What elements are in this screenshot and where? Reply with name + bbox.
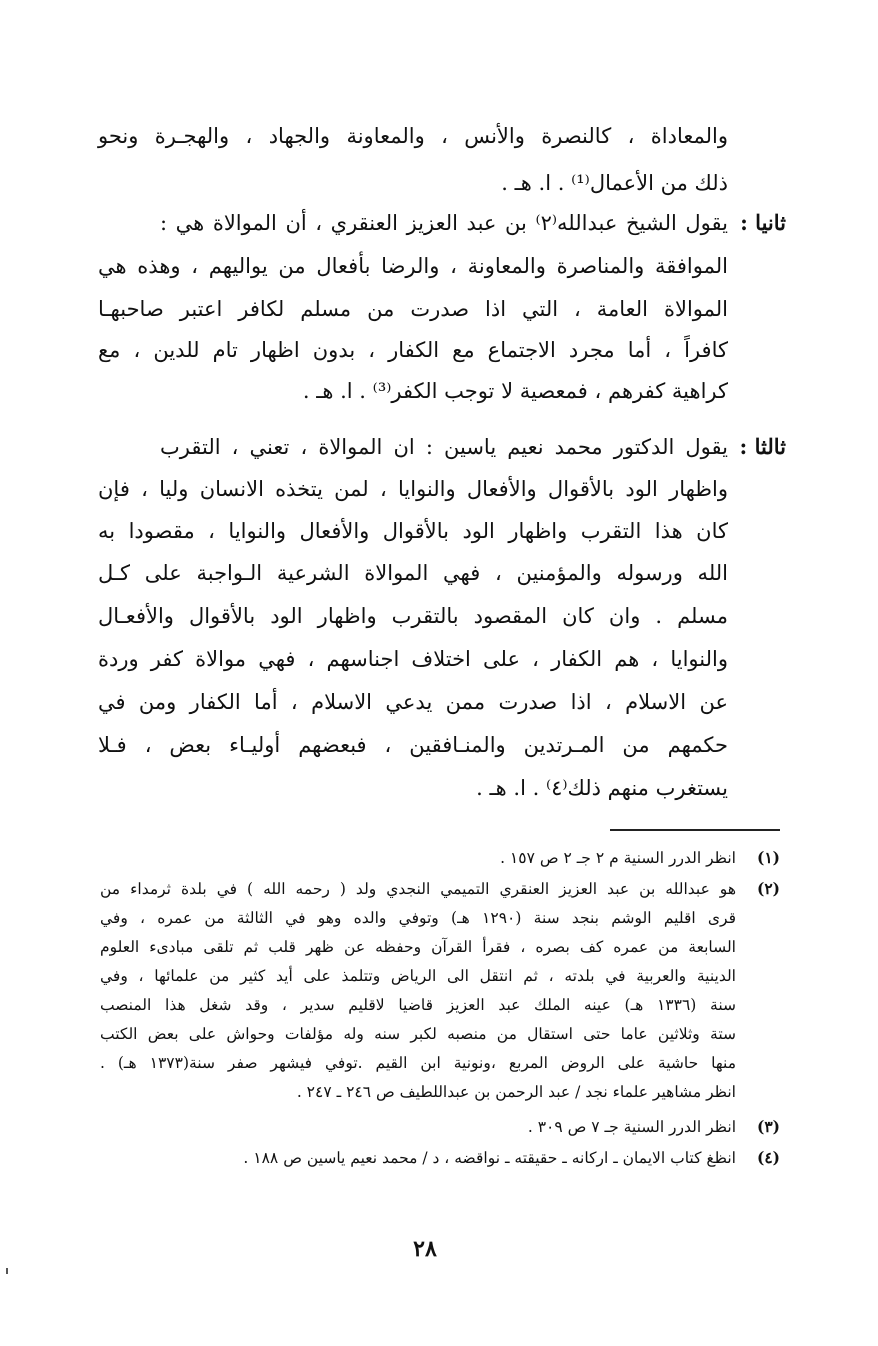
text-line: والنوايا ، هم الكفار ، على اختلاف اجناسهم ، فهي موالاة كفر وردة <box>98 647 728 671</box>
text-line: واظهار الود بالأقوال والأفعال والنوايا ، لمن يتخذه الانسان وليا ، فإن <box>98 477 728 501</box>
text-line: يستغرب منهم ذلك⁽٤⁾ . ا. هـ . <box>476 776 728 800</box>
footnote-line: انظر الدرر السنية جـ ٧ ص ٣٠٩ . <box>527 1118 736 1136</box>
text-line: الموالاة العامة ، التي اذا صدرت من مسلم لكافر اعتبر صاحبهـا <box>98 297 728 321</box>
section-label-second: ثانيا : <box>740 210 786 235</box>
footnote-separator <box>610 829 780 831</box>
footnote-line: انظغ كتاب الايمان ـ اركانه ـ حقيقته ـ نواقضه ، د / محمد نعيم ياسين ص ١٨٨ . <box>243 1149 736 1167</box>
footnote-number: (٢) <box>756 879 780 898</box>
text-line: ذلك من الأعمال⁽¹⁾ . ا. هـ . <box>501 171 728 195</box>
text-line: الله ورسوله والمؤمنين ، فهي الموالاة الشرعية الـواجبة على كـل <box>98 561 728 585</box>
text-line: حكمهم من المـرتدين والمنـافقين ، فبعضهم أوليـاء بعض ، فـلا <box>98 733 728 757</box>
page-number: ٢٨ <box>413 1236 437 1262</box>
text-line: كافراً ، أما مجرد الاجتماع مع الكفار ، بدون اظهار تام للدين ، مع <box>98 338 728 362</box>
footnote-line: انظر مشاهير علماء نجد / عبد الرحمن بن عبداللطيف ص ٢٤٦ ـ ٢٤٧ . <box>296 1083 736 1101</box>
footnote-line: قرى اقليم الوشم بنجد سنة (١٢٩٠ هـ) وتوفي والده وهو في الثالثة من عمره ، وفي <box>100 909 737 927</box>
footnote-number: (٣) <box>756 1117 780 1136</box>
footnote-line: السابعة من عمره كف بصره ، فقرأ القرآن وحفظه عن ظهر قلب ثم تلقى مبادىء العلوم <box>100 938 736 956</box>
text-line: الموافقة والمناصرة والمعاونة ، والرضا بأفعال من يواليهم ، وهذه هي <box>98 254 728 278</box>
footnote-line: هو عبدالله بن عبد العزيز العنقري التميمي النجدي ولد ( رحمه الله ) في بلدة ثرمداء من <box>100 880 736 898</box>
footnote-line: انظر الدرر السنية م ٢ جـ ٢ ص ١٥٧ . <box>500 849 736 867</box>
text-line: والمعاداة ، كالنصرة والأنس ، والمعاونة والجهاد ، والهجـرة ونحو <box>98 124 728 148</box>
text-line: يقول الشيخ عبدالله⁽٢⁾ بن عبد العزيز العنقري ، أن الموالاة هي : <box>160 211 728 235</box>
text-line: يقول الدكتور محمد نعيم ياسين : ان الموالاة ، تعني ، التقرب <box>160 435 728 459</box>
footnote-line: ستة وثلاثين عاما حتى استقال من منصبه لكبر سنه وله مؤلفات وحواش على بعض الكتب <box>100 1025 736 1043</box>
footnote-number: (١) <box>756 848 780 867</box>
text-line: كان هذا التقرب واظهار الود بالأقوال والأفعال والنوايا ، مقصودا به <box>98 519 728 543</box>
footnote-line: سنة (١٣٣٦ هـ) عينه الملك عبد العزيز قاضيا لاقليم سدير ، وقد شغل هذا المنصب <box>100 996 737 1014</box>
text-line: عن الاسلام ، اذا صدرت ممن يدعي الاسلام ، أما الكفار ومن في <box>98 690 728 714</box>
section-label-third: ثالثا : <box>739 434 786 459</box>
footnote-line: منها حاشية على الروض المربع ،ونونية ابن القيم .توفي فيشهر صفر سنة(١٣٧٣ هـ) . <box>100 1054 736 1072</box>
text-line: مسلم . وان كان المقصود بالتقرب واظهار الود بالأقوال والأفعـال <box>98 604 728 628</box>
footnote-line: الدينية والعربية في بلدته ، ثم انتقل الى الرياض وتتلمذ على أيد كثير من علمائها ، وفي <box>100 967 736 985</box>
text-line: كراهية كفرهم ، فمعصية لا توجب الكفر⁽³⁾ . ا. هـ . <box>302 379 728 403</box>
footnote-number: (٤) <box>756 1148 780 1167</box>
scan-mark <box>6 1268 8 1274</box>
